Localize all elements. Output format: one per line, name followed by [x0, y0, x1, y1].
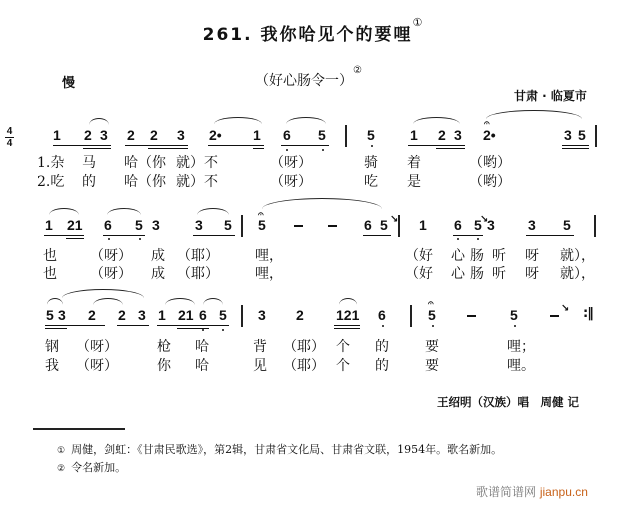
slur: [89, 118, 109, 125]
note: 5: [563, 217, 571, 233]
slur: [47, 298, 63, 305]
lyric: 2.吃: [37, 174, 65, 190]
lyric: 就）不: [176, 155, 218, 171]
performer-credit: 王绍明（汉族）唱 周健 记: [437, 395, 580, 409]
breath-arrow-icon: ↘: [480, 214, 489, 225]
lyric: 的: [375, 339, 389, 355]
note: 1: [410, 127, 418, 143]
time-signature: 4 4: [6, 126, 13, 149]
beat-underline: [45, 325, 105, 326]
extension-dash: [550, 315, 559, 317]
footnote-2: ② 令名新加。: [57, 461, 127, 474]
bar-line: [595, 125, 597, 147]
lyric: 背: [253, 339, 267, 355]
lyric: 吃: [364, 174, 378, 190]
beat-underline: [53, 145, 111, 146]
slur: [214, 117, 262, 124]
octave-dot: [382, 325, 384, 327]
beat-underline: [363, 235, 391, 236]
bar-line: [345, 125, 347, 147]
song-subtitle: （好心肠令一）②: [255, 65, 362, 89]
lyric: 1.杂: [37, 155, 65, 171]
note: 3: [564, 127, 572, 143]
lyric: 枪: [157, 339, 171, 355]
note: 1: [53, 127, 61, 143]
lyric: 哩。: [507, 358, 535, 374]
note: 6: [104, 217, 112, 233]
fermata-icon: 𝄐: [484, 118, 490, 129]
beat-underline: [44, 235, 84, 236]
lyric: 个: [336, 358, 350, 374]
note: 6: [378, 307, 386, 323]
lyric: 见: [253, 358, 267, 374]
lyric: 呀: [525, 248, 539, 264]
lyric: （耶）: [177, 266, 219, 282]
lyric: （哟）: [469, 174, 511, 190]
note: 1: [45, 217, 53, 233]
lyric: 是: [407, 174, 421, 190]
octave-dot: [322, 149, 324, 151]
note: 5: [367, 127, 375, 143]
lyric: （耶）: [283, 339, 325, 355]
lyric: 我: [45, 358, 59, 374]
lyric: 呀: [525, 266, 539, 282]
breath-arrow-icon: ↘: [561, 303, 570, 314]
note: 2: [150, 127, 158, 143]
slur: [203, 298, 223, 305]
lyric: 钢: [45, 339, 59, 355]
lyric: （呀）: [76, 358, 118, 374]
note: 3: [487, 217, 495, 233]
lyric: 哈: [195, 358, 209, 374]
note: 2: [127, 127, 135, 143]
lyric: 哈（你: [124, 174, 166, 190]
footnote-divider: [33, 428, 125, 430]
note: 3: [138, 307, 146, 323]
lyric: （好: [405, 266, 433, 282]
bar-line: [410, 305, 412, 327]
extension-dash: [294, 225, 303, 227]
beat-underline: [148, 148, 188, 149]
octave-dot: [108, 238, 110, 240]
octave-dot: [371, 145, 373, 147]
lyric: （呀）: [76, 339, 118, 355]
slur: [262, 198, 382, 209]
lyric: （哟）: [469, 155, 511, 171]
bar-line: [594, 215, 596, 237]
lyric: 成: [151, 248, 165, 264]
lyric: 也: [43, 248, 57, 264]
lyric: 哈: [195, 339, 209, 355]
lyric: 的: [82, 174, 96, 190]
slur: [49, 208, 79, 215]
tempo-marking: 慢: [62, 76, 76, 91]
slur: [413, 117, 460, 124]
beat-underline: [334, 325, 360, 326]
beat-underline: [408, 145, 465, 146]
lyric: 也: [43, 266, 57, 282]
lyric: 就），: [560, 266, 595, 282]
lyric: 哩；: [507, 339, 535, 355]
lyric: 着: [407, 155, 421, 171]
note: 3: [58, 307, 66, 323]
lyric: 哈（你: [124, 155, 166, 171]
note: 3: [152, 217, 160, 233]
note: 2: [296, 307, 304, 323]
note: 3: [177, 127, 185, 143]
slur: [165, 298, 195, 305]
beat-underline: [66, 238, 84, 239]
bar-line: [241, 305, 243, 327]
beat-underline: [193, 235, 235, 236]
note: 6: [283, 127, 291, 143]
note: 6: [199, 307, 207, 323]
lyric: 肠: [470, 266, 484, 282]
octave-dot: [432, 325, 434, 327]
note: 5: [135, 217, 143, 233]
slur: [339, 298, 357, 305]
note: 2: [84, 127, 92, 143]
slur: [286, 117, 326, 124]
note: 5: [46, 307, 54, 323]
watermark: 歌谱简谱网 jianpu.cn: [476, 485, 588, 499]
lyric: （耶）: [177, 248, 219, 264]
beat-underline: [45, 328, 67, 329]
note: 3: [528, 217, 536, 233]
lyric: 听: [492, 248, 506, 264]
beat-underline: [177, 328, 209, 329]
lyric: （呀）: [90, 266, 132, 282]
footnote-1: ① 周健，剑虹：《甘肃民歌选》，第2辑，甘肃省文化局、甘肃省文联，1954年。歌名新加。: [57, 443, 503, 456]
beat-underline: [526, 235, 574, 236]
lyric: 听: [492, 266, 506, 282]
song-title: 261. 我你哈见个的要哩①: [202, 16, 425, 45]
fermata-icon: 𝄐: [428, 298, 434, 309]
note: 3: [454, 127, 462, 143]
octave-dot: [202, 329, 204, 331]
extension-dash: [467, 315, 476, 317]
beat-underline: [436, 148, 465, 149]
note: 5: [224, 217, 232, 233]
note: 3: [195, 217, 203, 233]
beat-underline: [281, 145, 329, 146]
note: 3: [258, 307, 266, 323]
note: 2•: [209, 127, 222, 143]
lyric: （呀）: [270, 155, 312, 171]
lyric: （呀）: [270, 174, 312, 190]
beat-underline: [208, 145, 264, 146]
lyric: （耶）: [283, 358, 325, 374]
note: 5: [474, 217, 482, 233]
lyric: （呀）: [90, 248, 132, 264]
lyric: 心: [451, 266, 465, 282]
lyric: （好: [405, 248, 433, 264]
lyric: 成: [151, 266, 165, 282]
slur: [197, 208, 229, 215]
note: 1: [158, 307, 166, 323]
note: 5: [380, 217, 388, 233]
octave-dot: [477, 238, 479, 240]
beat-underline: [562, 148, 589, 149]
note: 2•: [483, 127, 496, 143]
lyric: 个: [336, 339, 350, 355]
region-label: 甘肃 · 临夏市: [514, 89, 587, 103]
fermata-icon: 𝄐: [258, 209, 264, 220]
breath-arrow-icon: ↘: [390, 214, 399, 225]
note: 5: [428, 307, 436, 323]
lyric: 心: [451, 248, 465, 264]
beat-underline: [157, 325, 229, 326]
note: 3: [100, 127, 108, 143]
lyric: 你: [157, 358, 171, 374]
slur: [93, 298, 123, 305]
note: 21: [67, 217, 83, 233]
slur: [107, 208, 141, 215]
octave-dot: [139, 238, 141, 240]
slur: [486, 110, 582, 119]
bar-line: [241, 215, 243, 237]
repeat-end-barline: :‖: [583, 306, 593, 321]
note: 1: [253, 127, 261, 143]
lyric: 骑: [364, 155, 378, 171]
beat-underline: [125, 145, 188, 146]
slur: [62, 289, 144, 298]
note: 5: [578, 127, 586, 143]
note: 2: [88, 307, 96, 323]
lyric: 肠: [470, 248, 484, 264]
note: 2: [118, 307, 126, 323]
note: 6: [364, 217, 372, 233]
note: 1: [419, 217, 427, 233]
lyric: 马: [82, 155, 96, 171]
octave-dot: [457, 238, 459, 240]
note: 5: [219, 307, 227, 323]
note: 5: [510, 307, 518, 323]
lyric: 哩，: [255, 266, 283, 282]
note: 6: [454, 217, 462, 233]
beat-underline: [83, 148, 111, 149]
extension-dash: [328, 225, 337, 227]
note: 5: [258, 217, 266, 233]
note: 121: [336, 307, 360, 323]
octave-dot: [514, 325, 516, 327]
beat-underline: [103, 235, 145, 236]
octave-dot: [222, 329, 224, 331]
lyric: 要: [425, 339, 439, 355]
beat-underline: [334, 328, 360, 329]
beat-underline: [453, 235, 483, 236]
note: 2: [438, 127, 446, 143]
beat-underline: [253, 148, 264, 149]
note: 5: [318, 127, 326, 143]
lyric: 就）不: [176, 174, 218, 190]
beat-underline: [117, 325, 149, 326]
lyric: 的: [375, 358, 389, 374]
lyric: 哩，: [255, 248, 283, 264]
note: 21: [178, 307, 194, 323]
beat-underline: [562, 145, 589, 146]
lyric: 要: [425, 358, 439, 374]
lyric: 就），: [560, 248, 595, 264]
